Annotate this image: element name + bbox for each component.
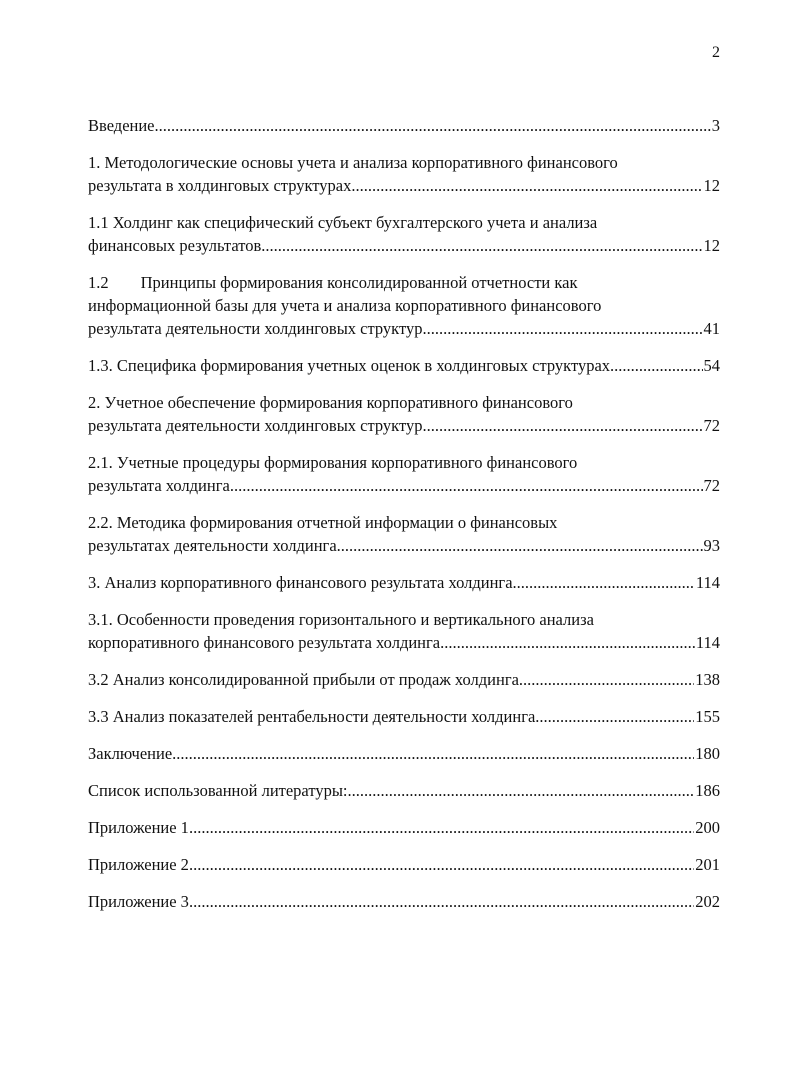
leader-dots bbox=[172, 742, 694, 765]
leader-dots bbox=[189, 890, 694, 913]
toc-entry-title-rest: Принципы формирования консолидированной отчетности как bbox=[140, 273, 578, 292]
toc-entry-page: 72 bbox=[703, 476, 720, 495]
toc-entry-title: результата в холдинговых структурах bbox=[88, 176, 352, 195]
toc-entry-title-line: 1.1 Холдинг как специфический субъект бухгалтерского учета и анализа bbox=[88, 213, 598, 232]
toc-entry-section-3-1 bbox=[88, 608, 720, 654]
toc-entry-title-line: 2.1. Учетные процедуры формирования корпоративного финансового bbox=[88, 453, 578, 472]
toc-entry-appendix-3 bbox=[88, 890, 720, 913]
toc-entry-page: 12 bbox=[703, 236, 720, 255]
leader-dots bbox=[261, 234, 702, 257]
toc-entry-section-2-2 bbox=[88, 511, 720, 557]
toc-entry-title: результата холдинга bbox=[88, 476, 230, 495]
toc-entry-appendix-2 bbox=[88, 853, 720, 876]
toc-entry-title: Приложение 2 bbox=[88, 855, 189, 874]
toc-entry-title-line: 3.1. Особенности проведения горизонтального и вертикального анализа bbox=[88, 610, 594, 629]
toc-entry-section-2-1 bbox=[88, 451, 720, 497]
leader-dots bbox=[337, 534, 703, 557]
toc-entry-page: 12 bbox=[703, 176, 720, 195]
toc-entry-page: 155 bbox=[695, 707, 720, 726]
toc-entry-page: 114 bbox=[695, 573, 720, 592]
toc-entry-title: 3. Анализ корпоративного финансового результата холдинга bbox=[88, 573, 513, 592]
toc-entry-title: 3.3 Анализ показателей рентабельности деятельности холдинга bbox=[88, 707, 536, 726]
toc-entry-page: 3 bbox=[711, 116, 720, 135]
toc-entry-section-1-3 bbox=[88, 354, 720, 377]
leader-dots bbox=[348, 779, 695, 802]
leader-dots bbox=[440, 631, 695, 654]
leader-dots bbox=[422, 317, 702, 340]
leader-dots bbox=[351, 174, 702, 197]
table-of-contents bbox=[88, 114, 720, 927]
toc-entry-title-line: информационной базы для учета и анализа корпоративного финансового bbox=[88, 296, 602, 315]
toc-entry-title: 1.3. Специфика формирования учетных оценок в холдинговых структурах bbox=[88, 356, 611, 375]
toc-entry-title: Список использованной литературы: bbox=[88, 781, 348, 800]
toc-entry-section-1-2 bbox=[88, 271, 720, 340]
toc-entry-title-line: 2. Учетное обеспечение формирования корпоративного финансового bbox=[88, 393, 573, 412]
toc-entry-title: результата деятельности холдинговых структур bbox=[88, 319, 423, 338]
toc-entry-title: Введение bbox=[88, 116, 155, 135]
leader-dots bbox=[610, 354, 702, 377]
toc-entry-title-line: 2.2. Методика формирования отчетной информации о финансовых bbox=[88, 513, 558, 532]
toc-entry-page: 54 bbox=[703, 356, 720, 375]
toc-entry-conclusion bbox=[88, 742, 720, 765]
leader-dots bbox=[230, 474, 703, 497]
toc-entry-title: результатах деятельности холдинга bbox=[88, 536, 337, 555]
toc-entry-section-3-2 bbox=[88, 668, 720, 691]
toc-entry-title: 3.2 Анализ консолидированной прибыли от продаж холдинга bbox=[88, 670, 519, 689]
toc-entry-page: 202 bbox=[695, 892, 720, 911]
leader-dots bbox=[189, 816, 694, 839]
toc-entry-bibliography bbox=[88, 779, 720, 802]
toc-entry-chapter-1 bbox=[88, 151, 720, 197]
toc-entry-page: 114 bbox=[695, 633, 720, 652]
toc-entry-page: 180 bbox=[695, 744, 720, 763]
toc-entry-chapter-2 bbox=[88, 391, 720, 437]
leader-dots bbox=[535, 705, 694, 728]
leader-dots bbox=[513, 571, 695, 594]
toc-entry-page: 200 bbox=[695, 818, 720, 837]
page-number: 2 bbox=[712, 44, 720, 61]
leader-dots bbox=[155, 114, 711, 137]
toc-entry-page: 41 bbox=[703, 319, 720, 338]
toc-entry-page: 72 bbox=[703, 416, 720, 435]
toc-entry-title: финансовых результатов bbox=[88, 236, 262, 255]
toc-entry-title: результата деятельности холдинговых структур bbox=[88, 416, 423, 435]
leader-dots bbox=[422, 414, 702, 437]
toc-entry-section-1-1 bbox=[88, 211, 720, 257]
toc-entry-title-line bbox=[88, 271, 720, 294]
toc-entry-title: Приложение 3 bbox=[88, 892, 189, 911]
toc-entry-page: 138 bbox=[695, 670, 720, 689]
toc-entry-page: 93 bbox=[703, 536, 720, 555]
toc-entry-appendix-1 bbox=[88, 816, 720, 839]
toc-entry-page: 201 bbox=[695, 855, 720, 874]
leader-dots bbox=[189, 853, 694, 876]
toc-entry-number: 1.2 bbox=[88, 273, 109, 292]
toc-entry-page: 186 bbox=[695, 781, 720, 800]
toc-entry-title: Приложение 1 bbox=[88, 818, 189, 837]
toc-entry-chapter-3 bbox=[88, 571, 720, 594]
leader-dots bbox=[519, 668, 694, 691]
toc-entry-title: корпоративного финансового результата холдинга bbox=[88, 633, 441, 652]
toc-entry-title-line: 1. Методологические основы учета и анализа корпоративного финансового bbox=[88, 153, 618, 172]
toc-entry-section-3-3 bbox=[88, 705, 720, 728]
toc-entry-title: Заключение bbox=[88, 744, 173, 763]
toc-entry-introduction bbox=[88, 114, 720, 137]
